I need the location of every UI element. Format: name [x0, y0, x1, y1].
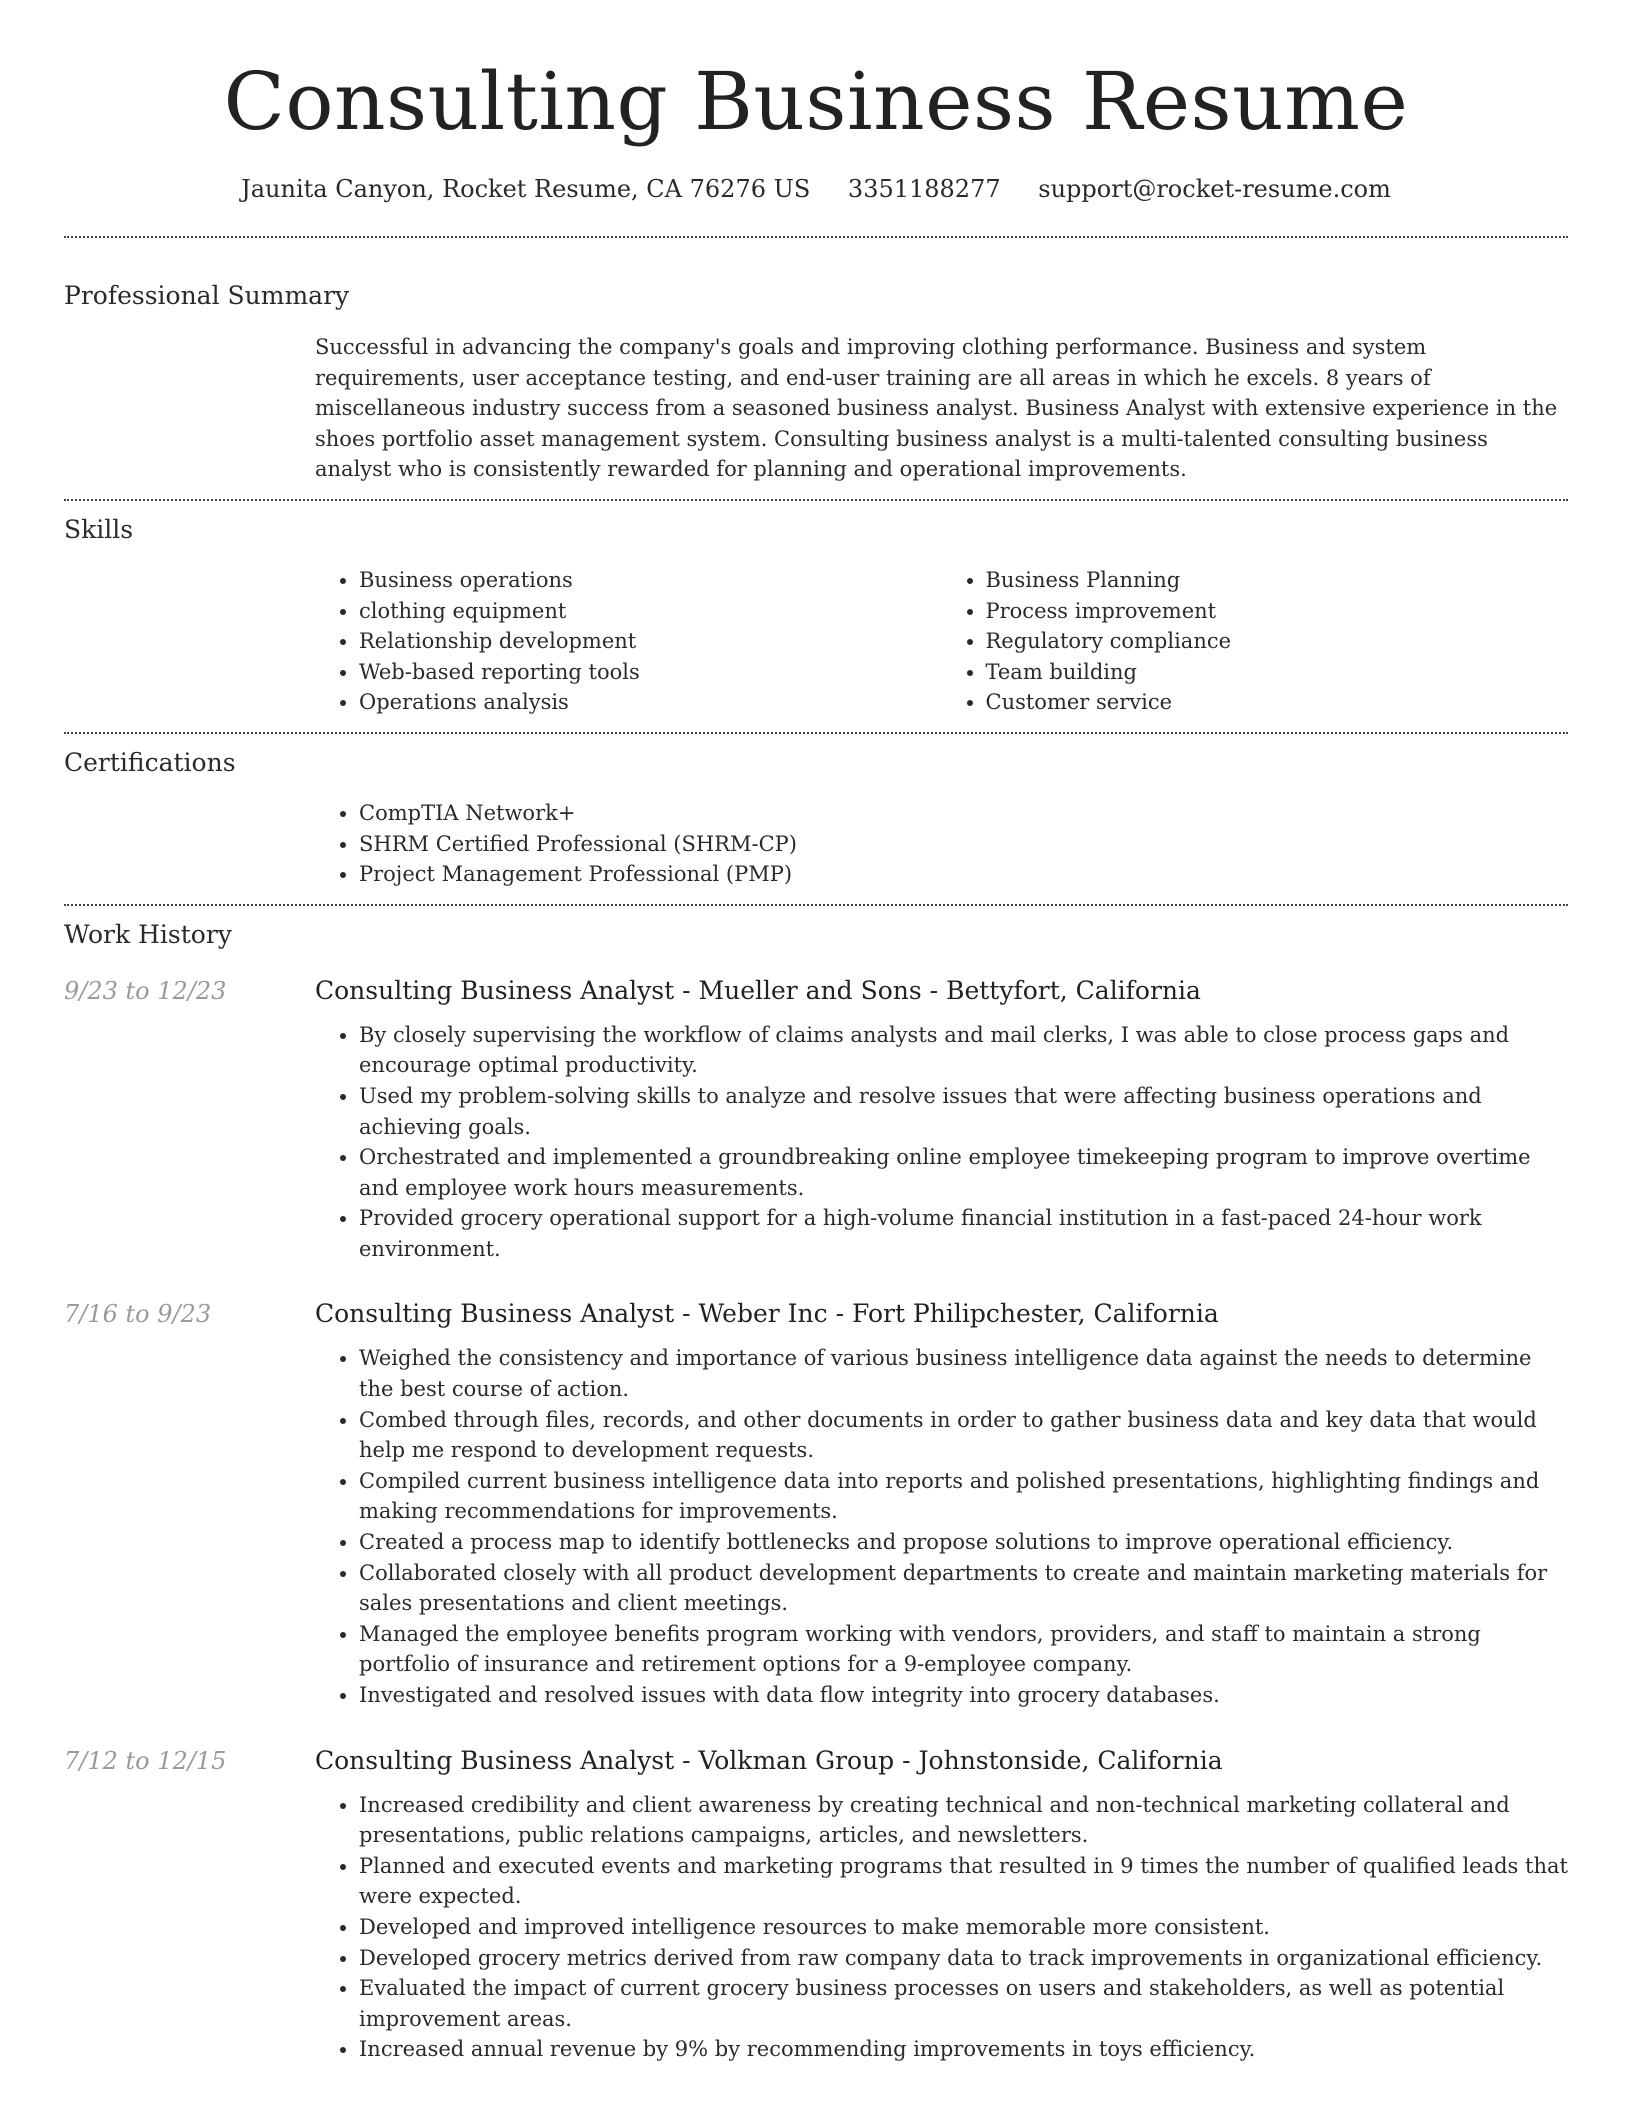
job-entry: [64, 1264, 1568, 1710]
job-heading: Consulting Business Analyst - Volkman Group - Johnstonside, California: [315, 1745, 1223, 1775]
section-title-summary: Professional Summary: [64, 281, 350, 310]
certifications-section: [64, 734, 1568, 904]
skill-item: • Regulatory compliance: [986, 626, 1569, 657]
skill-item: • Web-based reporting tools: [359, 657, 942, 688]
contact-address: Jaunita Canyon, Rocket Resume, CA 76276 US: [241, 175, 811, 203]
contact-phone: 3351188277: [847, 175, 1001, 203]
resume-title: Consulting Business Resume: [223, 55, 1409, 148]
section-title-certifications: Certifications: [64, 747, 236, 777]
summary-text: Successful in advancing the company's goals and improving clothing performance. Business and system requirements, user acceptance testing, and end-user training are all areas in which he excels. 8 years of miscellaneous industry success from a seasoned business analyst. Business Analyst with extensive experience in the shoes portfolio asset management system. Consulting business analyst is a multi-talented consulting business analyst who is consistently rewarded for planning and operational improvements.: [315, 335, 1558, 482]
job-bullet: • Managed the employee benefits program working with vendors, providers, and staff to maintain a strong portfolio of insurance and retirement options for a 9-employee company.: [359, 1619, 1568, 1680]
job-bullet: • By closely supervising the workflow of claims analysts and mail clerks, I was able to close process gaps and encourage optimal productivity.: [359, 1020, 1568, 1081]
job-bullet: • Investigated and resolved issues with data flow integrity into grocery databases.: [359, 1680, 1568, 1711]
work-history-section: [64, 906, 1568, 2065]
job-bullet: • Increased annual revenue by 9% by recommending improvements in toys efficiency.: [359, 2034, 1568, 2065]
skill-item: • Team building: [986, 657, 1569, 688]
skill-item: • Operations analysis: [359, 687, 942, 718]
job-bullet: • Weighed the consistency and importance of various business intelligence data against the needs to determine the best course of action.: [359, 1343, 1568, 1404]
contact-line: [64, 174, 1568, 204]
job-bullet: • Combed through files, records, and other documents in order to gather business data and key data that would help me respond to development requests.: [359, 1405, 1568, 1466]
job-heading: Consulting Business Analyst - Mueller and Sons - Bettyfort, California: [315, 975, 1201, 1005]
job-bullets: [315, 1790, 1568, 2065]
job-bullet: • Compiled current business intelligence data into reports and polished presentations, highlighting findings and making recommendations for improvements.: [359, 1466, 1568, 1527]
job-entry: [64, 1711, 1568, 2065]
job-bullet: • Developed grocery metrics derived from raw company data to track improvements in organizational efficiency.: [359, 1943, 1568, 1974]
certification-item: • CompTIA Network+: [359, 798, 1568, 829]
job-bullet: • Created a process map to identify bottlenecks and propose solutions to improve operational efficiency.: [359, 1527, 1568, 1558]
section-title-work-history: Work History: [64, 919, 232, 949]
job-dates: 7/12 to 12/15: [64, 1746, 227, 1775]
certifications-list: [315, 798, 1568, 890]
job-bullet: • Used my problem-solving skills to analyze and resolve issues that were affecting business operations and achieving goals.: [359, 1081, 1568, 1142]
job-dates: 9/23 to 12/23: [64, 976, 227, 1005]
job-bullet: • Developed and improved intelligence resources to make memorable more consistent.: [359, 1912, 1568, 1943]
job-dates: 7/16 to 9/23: [64, 1300, 212, 1329]
job-bullet: • Collaborated closely with all product development departments to create and maintain marketing materials for sales presentations and client meetings.: [359, 1558, 1568, 1619]
section-title-skills: Skills: [64, 514, 134, 544]
skill-item: • Process improvement: [986, 596, 1569, 627]
certification-item: • Project Management Professional (PMP): [359, 859, 1568, 890]
skills-list-left: [315, 565, 942, 718]
job-bullets: [315, 1343, 1568, 1710]
skill-item: • clothing equipment: [359, 596, 942, 627]
skills-list-right: [942, 565, 1569, 718]
contact-email: support@rocket-resume.com: [1038, 175, 1391, 203]
job-heading: Consulting Business Analyst - Weber Inc - Fort Philipchester, California: [315, 1299, 1219, 1329]
job-bullets: [315, 1020, 1568, 1265]
skill-item: • Business operations: [359, 565, 942, 596]
skill-item: • Business Planning: [986, 565, 1569, 596]
certification-item: • SHRM Certified Professional (SHRM-CP): [359, 829, 1568, 860]
job-bullet: • Evaluated the impact of current grocery business processes on users and stakeholders, as well as potential improvement areas.: [359, 1973, 1568, 2034]
skills-section: [64, 501, 1568, 732]
job-bullet: • Planned and executed events and marketing programs that resulted in 9 times the number of qualified leads that were expected.: [359, 1851, 1568, 1912]
job-bullet: • Provided grocery operational support for a high-volume financial institution in a fast-paced 24-hour work environment.: [359, 1203, 1568, 1264]
job-bullet: • Orchestrated and implemented a groundbreaking online employee timekeeping program to improve overtime and employee work hours measurements.: [359, 1142, 1568, 1203]
professional-summary-section: [64, 238, 1568, 499]
job-bullet: • Increased credibility and client awareness by creating technical and non-technical marketing collateral and presentations, public relations campaigns, articles, and newsletters.: [359, 1790, 1568, 1851]
skill-item: • Customer service: [986, 687, 1569, 718]
skill-item: • Relationship development: [359, 626, 942, 657]
job-entry: [64, 951, 1568, 1265]
